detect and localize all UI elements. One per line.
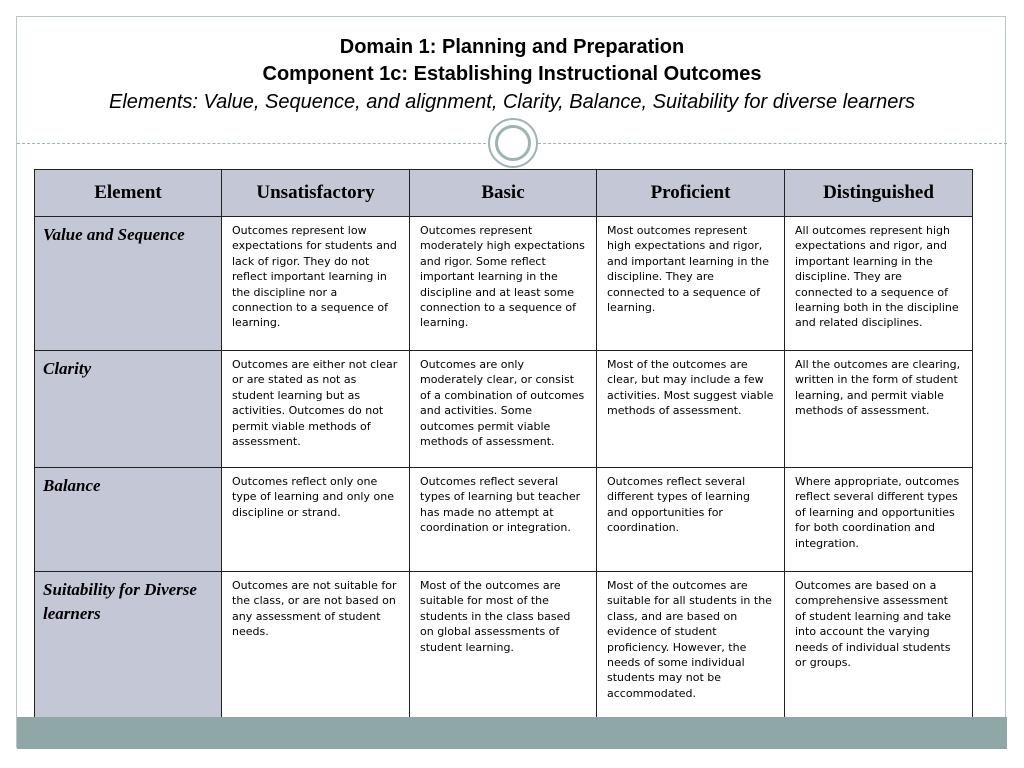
header-unsatisfactory: Unsatisfactory [222,170,410,217]
table-cell: Most of the outcomes are suitable for most of the students in the class based on global assessments of student learning. [410,572,597,724]
table-cell: Outcomes reflect only one type of learning and only one discipline or strand. [222,468,410,572]
table-cell: Outcomes represent low expectations for students and lack of rigor. They do not reflect important learning in the discipline nor a connection to a sequence of learning. [222,217,410,351]
row-element-label: Clarity [35,351,222,468]
component-title: Component 1c: Establishing Instructional Outcomes [262,63,762,85]
header-proficient: Proficient [597,170,785,217]
table-cell: Most of the outcomes are clear, but may include a few activities. Most suggest viable methods of assessment. [597,351,785,468]
footer-bar [17,717,1007,749]
table-cell: Outcomes are based on a comprehensive assessment of student learning and take into account the varying needs of individual students or groups. [785,572,973,724]
table-cell: All outcomes represent high expectations and rigor, and important learning in the discipline. They are connected to a sequence of learning both in the discipline and related disciplines. [785,217,973,351]
table-cell: Outcomes reflect several types of learning but teacher has made no attempt at coordination or integration. [410,468,597,572]
header-basic: Basic [410,170,597,217]
table-cell: Outcomes are only moderately clear, or consist of a combination of outcomes and activities. Some outcomes permit viable methods of assessment. [410,351,597,468]
header-element: Element [35,170,222,217]
header-row [35,170,973,217]
table-cell: Outcomes represent moderately high expectations and rigor. Some reflect important learning in the discipline and at least some connection to a sequence of learning. [410,217,597,351]
domain-title: Domain 1: Planning and Preparation [339,36,685,58]
table-cell: Outcomes are not suitable for the class, or are not based on any assessment of student needs. [222,572,410,724]
table-cell: All the outcomes are clearing, written in the form of student learning, and permit viable methods of assessment. [785,351,973,468]
table-row [35,468,973,572]
row-element-label: Value and Sequence [35,217,222,351]
table-row [35,572,973,724]
table-row [35,217,973,351]
header-distinguished: Distinguished [785,170,973,217]
table-row [35,351,973,468]
title-block [17,34,1007,116]
circle-ornament-icon [488,118,538,168]
table-cell: Most of the outcomes are suitable for all students in the class, and are based on evidence of student proficiency. However, the needs of some individual students may not be accommodated. [597,572,785,724]
elements-subtitle: Elements: Value, Sequence, and alignment, Clarity, Balance, Suitability for diverse learners [109,91,915,113]
row-element-label: Suitability for Diverse learners [35,572,222,724]
table-cell: Outcomes are either not clear or are stated as not as student learning but as activities. Outcomes do not permit viable methods of assessment. [222,351,410,468]
table-cell: Outcomes reflect several different types of learning and opportunities for coordination. [597,468,785,572]
row-element-label: Balance [35,468,222,572]
table-cell: Where appropriate, outcomes reflect several different types of learning and opportunities for both coordination and integration. [785,468,973,572]
rubric-table [34,169,973,724]
circle-ornament-inner [495,125,531,161]
slide [16,16,1006,748]
table-cell: Most outcomes represent high expectations and rigor, and important learning in the discipline. They are connected to a sequence of learning. [597,217,785,351]
